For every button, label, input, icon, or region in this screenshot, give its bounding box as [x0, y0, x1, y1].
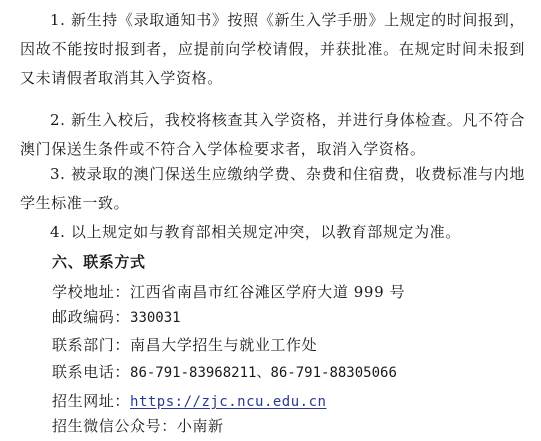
department-label: 联系部门： [52, 336, 131, 354]
postcode-value: 330031 [130, 310, 181, 326]
department-value: 南昌大学招生与就业工作处 [130, 336, 318, 354]
wechat-label: 招生微信公众号： [52, 417, 177, 435]
phone-label: 联系电话： [52, 363, 131, 381]
paragraph-precedence: 4. 以上规定如与教育部相关规定冲突，以教育部规定为准。 [50, 223, 461, 241]
contact-row-wechat [52, 412, 224, 441]
contact-row-postcode [52, 303, 181, 333]
address-label: 学校地址： [52, 283, 131, 301]
website-label: 招生网址： [52, 392, 131, 410]
contact-row-department [52, 331, 317, 360]
paragraph-qualification-check: 2. 新生入校后，我校将核查其入学资格，并进行身体检查。凡不符合澳门保送生条件或不符合入学体检要求者，取消入学资格。 [20, 111, 525, 158]
website-link[interactable]: https://zjc.ncu.edu.cn [130, 394, 327, 410]
paragraph-registration-rule: 1. 新生持《录取通知书》按照《新生入学手册》上规定的时间报到，因故不能按时报到者，应提前向学校请假，并获批准。在规定时间未报到又未请假者取消其入学资格。 [20, 11, 525, 87]
phone-value: 86-791-83968211、86-791-88305066 [130, 365, 397, 381]
wechat-value: 小南新 [176, 417, 224, 435]
section-heading-contact: 六、联系方式 [52, 253, 146, 271]
contact-row-phone [52, 358, 397, 388]
paragraph-fees: 3. 被录取的澳门保送生应缴纳学费、杂费和住宿费，收费标准与内地学生标准一致。 [20, 165, 525, 212]
address-value: 江西省南昌市红谷滩区学府大道 999 号 [130, 283, 406, 301]
postcode-label: 邮政编码： [52, 308, 131, 326]
